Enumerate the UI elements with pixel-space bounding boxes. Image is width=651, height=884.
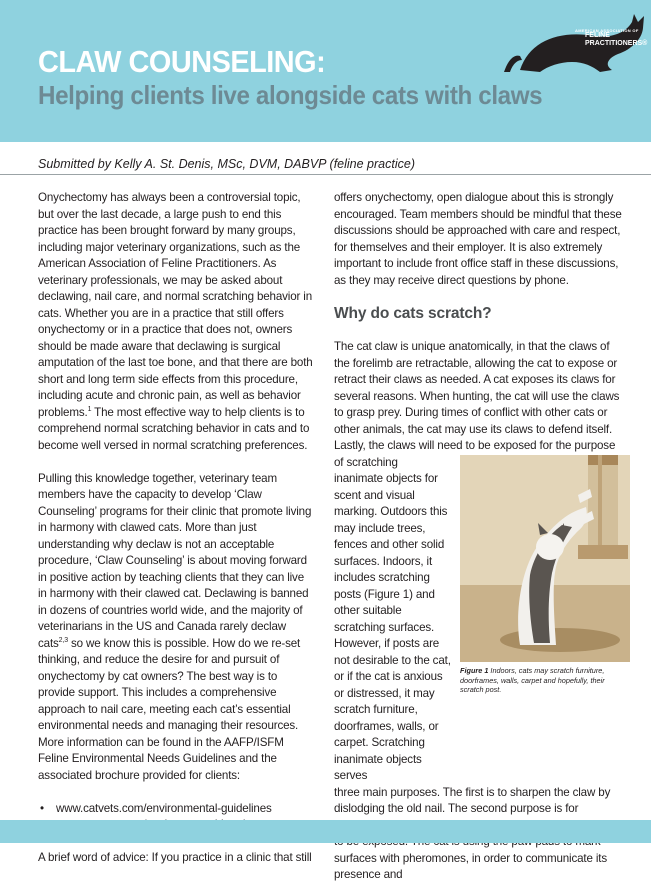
page-subtitle: Helping clients live alongside cats with claws <box>38 80 543 110</box>
left-column <box>38 190 313 883</box>
paragraph: The cat claw is unique anatomically, in that the claws of the forelimb are retractable, allowing the cat to expose or retract their claws as needed. A cat exposes its claws for several reasons. When hunting, the cat will use the claws to grasp prey. During times of conflict with other cats or other animals, the cat may use its claws to defend itself. Lastly, the claws will need to be exposed for the purpose of scratching <box>334 340 620 469</box>
paragraph <box>38 471 313 785</box>
paragraph: inanimate objects for scent and visual marking. Outdoors this may include trees, fences and other solid surfaces. Indoors, it includes scratching posts (Figure 1) and other suitable scratching surfaces. However, if posts are not desirable to the cat, or if the cat is anxious or distressed, it may scratch furniture, doorframes, walls, or carpet. Scratching inanimate objects serves <box>334 472 451 782</box>
logo-line1: FELINE <box>585 32 610 39</box>
paragraph <box>38 190 313 454</box>
paragraph-text: The most effective way to help clients is to comprehend normal scratching behavior in cats and to become well versed in normal scratching preferences. <box>38 405 310 452</box>
resource-link[interactable]: • www.catvets.com/environmental-guidelines <box>38 801 313 818</box>
footnote-ref: 2,3 <box>58 636 68 644</box>
cat-scratching-post-image <box>460 455 630 662</box>
logo-small-text: AMERICAN ASSOCIATION OF <box>575 28 639 33</box>
paragraph: offers onychectomy, open dialogue about this is strongly encouraged. Team members should be mindful that these discussions should be approached with care and respect, for themselves and their employer. It is also extremely important to include front office staff in these discussions, as they may receive direct questions by phone. <box>334 191 622 287</box>
page-title: CLAW COUNSELING: <box>38 44 326 79</box>
byline: Submitted by Kelly A. St. Denis, MSc, DVM, DABVP (feline practice) <box>38 157 415 171</box>
logo-name <box>585 32 647 48</box>
paragraph-text: so we know this is possible. How do we re-set thinking, and reduce the desire for and pursuit of onychectomy by cat owners? The best way is to provide support. This includes a comprehensive approach to nail care, meeting each cat’s essential environmental needs and managing their resources. More information can be found in the AAFP/ISFM Feline Environmental Needs Guidelines and the associated brochure provided for clients: <box>38 636 301 782</box>
footnote-ref: 1 <box>87 405 92 413</box>
paragraph: three main purposes. The first is to sharpen the claw by dislodging the old nail. The second purpose is for surfaces with pheromones, in order to communicate its presence and <box>334 785 611 881</box>
figure-caption <box>460 666 630 695</box>
aafp-logo <box>500 10 648 80</box>
figure-label: Figure 1 <box>460 666 489 675</box>
figure-photo <box>460 455 630 662</box>
paragraph: A brief word of advice: If you practice in a clinic that still <box>38 851 312 864</box>
header-banner <box>0 0 651 142</box>
paragraph-text: Pulling this knowledge together, veterinary team members have the capacity to develop ‘Claw Counseling’ programs for their clinic that promote living in harmony with clawed cats. More than just understanding why declaw is not an acceptable procedure, ‘Claw Counseling’ is about moving forward in positive action by teaching clients that they can live in harmony with their clawed cat. Declawing is banned in dozens of countries world wide, and the majority of veterinarians in the US and Canada rarely declaw cats <box>38 471 312 650</box>
section-heading: Why do cats scratch? <box>334 304 492 322</box>
paragraph-text: Onychectomy has always been a controversial topic, but over the last decade, a large push to end this practice has been brought forward by many groups, including major veterinary organizations, such as the American Association of Feline Practitioners. As veterinary professionals, we may be asked about declawing, nail care, and normal scratching behavior in cats. Whether you are in a practice that still offers onychectomy or in a practice that does not, owners should be made aware that declawing is surgical amputation of the last toe bone, and that there are both short and long term side effects from this procedure, including acute and chronic pain, as well as behavior problems. <box>38 191 313 419</box>
logo-line2: PRACTITIONERS® <box>585 40 648 47</box>
divider <box>0 174 651 175</box>
footer-bar <box>0 820 651 843</box>
caption-text: Indoors, cats may scratch furniture, doorframes, walls, carpet and hopefully, their scratch post. <box>460 666 605 694</box>
